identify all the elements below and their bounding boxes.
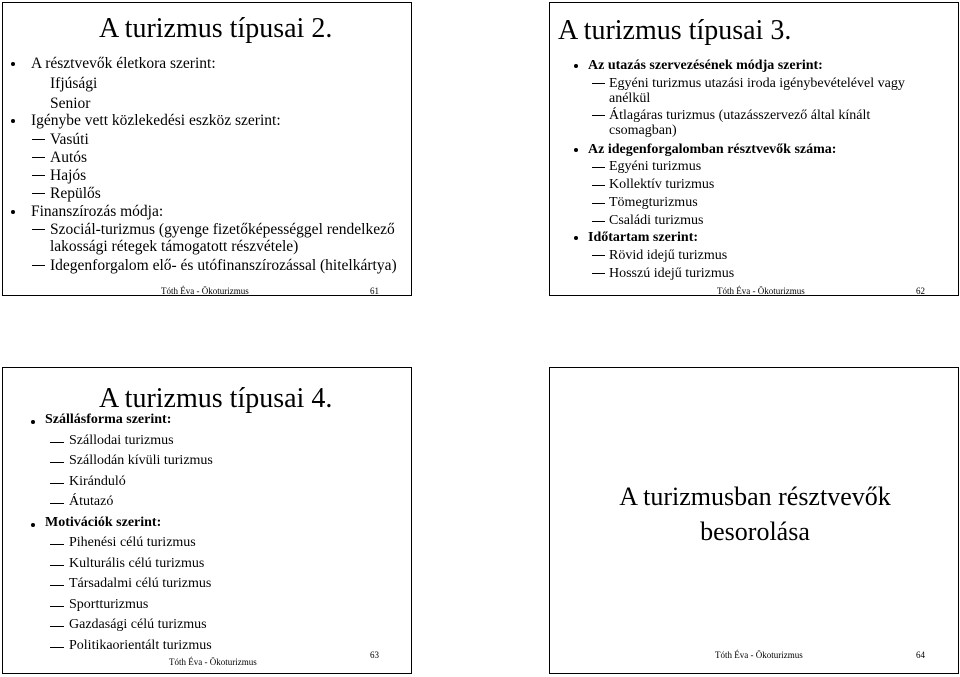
sub-item: Pihenési célú turizmus <box>69 535 196 550</box>
sub-item: Idegenforgalom elő- és utófinanszírozással (hitelkártya) <box>50 257 397 274</box>
bullet-item: Időtartam szerint: <box>588 230 699 245</box>
bullet-item: Finanszírozás módja: <box>31 203 164 220</box>
slide-footer: Tóth Éva - Ökoturizmus <box>169 657 257 667</box>
bullet-dot <box>11 119 15 123</box>
sub-item: Rövid idejű turizmus <box>609 248 728 263</box>
dash-marker <box>592 115 605 116</box>
bullet-dot <box>11 62 15 66</box>
dash-marker <box>32 265 45 266</box>
bullet-dot <box>31 420 35 424</box>
dash-marker <box>50 565 64 566</box>
sub-item: Sportturizmus <box>69 597 149 612</box>
slide-61 <box>2 2 412 296</box>
bullet-item: Az utazás szervezésének módja szerint: <box>588 58 823 73</box>
sub-item: Hajós <box>50 167 87 184</box>
bullet-dot <box>574 148 578 152</box>
page-number: 62 <box>916 286 925 296</box>
sub-item: Tömegturizmus <box>609 195 698 210</box>
sub-item: Kollektív turizmus <box>609 177 715 192</box>
sub-item-continued: lakossági rétegek támogatott részvétele) <box>50 238 299 255</box>
dash-marker <box>592 185 605 186</box>
dash-marker <box>50 585 64 586</box>
dash-marker <box>50 647 64 648</box>
bullet-item: Az idegenforgalomban résztvevők száma: <box>588 142 837 157</box>
dash-marker <box>32 157 45 158</box>
sub-item: Átutazó <box>69 494 114 509</box>
sub-item: Gazdasági célú turizmus <box>69 617 207 632</box>
sub-item: Hosszú idejű turizmus <box>609 266 735 281</box>
sub-item: Repülős <box>50 185 101 202</box>
dash-marker <box>50 503 64 504</box>
sub-item: Egyéni turizmus <box>609 159 702 174</box>
slide-63 <box>2 367 412 674</box>
sub-item: Átlagáras turizmus (utazásszervező által kínált <box>609 108 871 123</box>
dash-marker <box>592 83 605 84</box>
dash-marker <box>592 203 605 204</box>
dash-marker <box>50 462 64 463</box>
sub-item: Családi turizmus <box>609 213 704 228</box>
dash-marker <box>32 229 45 230</box>
dash-marker <box>32 193 45 194</box>
slide-title: A turizmus típusai 2. <box>99 13 333 44</box>
page-number: 63 <box>370 650 379 660</box>
sub-item: Autós <box>50 149 88 166</box>
dash-marker <box>50 606 64 607</box>
slide-footer: Tóth Éva - Ökoturizmus <box>717 286 805 296</box>
bullet-item: A résztvevők életkora szerint: <box>31 55 216 72</box>
section-title-line-2: besorolása <box>700 517 810 547</box>
sub-item-continued: csomagban) <box>609 123 677 138</box>
page-number: 64 <box>916 650 925 660</box>
sub-item: Vasúti <box>50 131 89 148</box>
dash-marker <box>50 442 64 443</box>
sub-item: Egyéni turizmus utazási iroda igénybevételével vagy <box>609 76 905 91</box>
bullet-dot <box>574 64 578 68</box>
bullet-dot <box>574 236 578 240</box>
section-title-line-1: A turizmusban résztvevők <box>619 482 891 511</box>
dash-marker <box>592 255 605 256</box>
sub-item: Ifjúsági <box>50 75 98 92</box>
slide-footer: Tóth Éva - Ökoturizmus <box>715 650 803 660</box>
slide-title: A turizmus típusai 4. <box>99 383 333 414</box>
dash-marker <box>32 175 45 176</box>
sub-item: Kulturális célú turizmus <box>69 556 205 571</box>
sub-item: Társadalmi célú turizmus <box>69 576 212 591</box>
sub-item: Szociál-turizmus (gyenge fizetőképességgel rendelkező <box>50 221 395 238</box>
dash-marker <box>592 273 605 274</box>
slide-62 <box>549 2 959 296</box>
sub-item: Politikaorientált turizmus <box>69 638 212 653</box>
sub-item-continued: anélkül <box>609 91 651 106</box>
dash-marker <box>50 544 64 545</box>
page-number: 61 <box>370 286 379 296</box>
dash-marker <box>32 139 45 140</box>
sub-item: Senior <box>50 95 91 112</box>
slide-64 <box>549 367 959 674</box>
bullet-item: Szállásforma szerint: <box>45 412 172 427</box>
dash-marker <box>50 483 64 484</box>
sub-item: Kiránduló <box>69 474 126 489</box>
bullet-dot <box>11 210 15 214</box>
dash-marker <box>592 221 605 222</box>
sub-item: Szállodán kívüli turizmus <box>69 453 213 468</box>
section-title <box>550 479 959 549</box>
slide-footer: Tóth Éva - Ökoturizmus <box>161 286 249 296</box>
sub-item: Szállodai turizmus <box>69 433 174 448</box>
slide-title: A turizmus típusai 3. <box>558 15 792 46</box>
dash-marker <box>50 626 64 627</box>
bullet-item: Igénybe vett közlekedési eszköz szerint: <box>31 112 281 129</box>
bullet-dot <box>31 523 35 527</box>
dash-marker <box>592 167 605 168</box>
bullet-item: Motivációk szerint: <box>45 515 162 530</box>
